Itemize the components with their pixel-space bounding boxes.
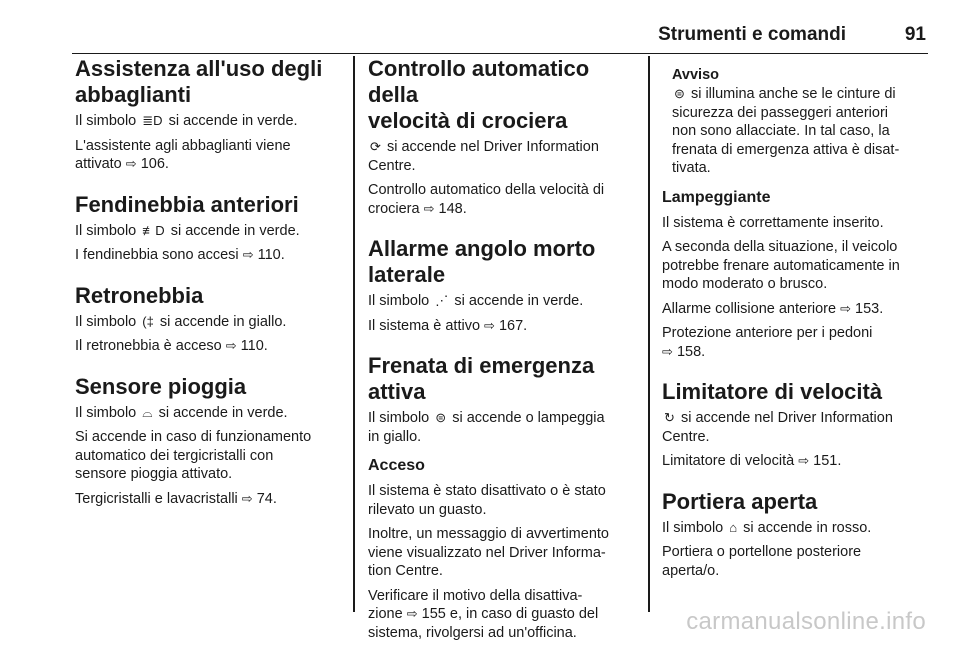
paragraph: I fendinebbia sono accesi ⇨ 110. [75,247,285,263]
paragraph: L'assistente agli abbaglianti viene attivato ⇨ 106. [75,137,291,172]
column-middle [368,56,636,648]
paragraph: Inoltre, un messaggio di avvertimento viene visualizzato nel Driver Informa- tion Centre. [368,526,609,579]
page-header [72,22,928,48]
section-title: Strumenti e comandi [658,24,846,45]
page-ref-arrow-icon: ⇨ [406,606,418,621]
blind-spot-icon: ⋰ [435,293,449,308]
paragraph: Il simbolo ≢D si accende in verde. [75,222,300,239]
page-ref-arrow-icon: ⇨ [840,300,852,316]
paragraph: Il retronebbia è acceso ⇨ 110. [75,338,268,354]
notice-heading: Avviso [672,67,720,83]
heading-high-beam-assist: Assistenza all'uso degli abbaglianti [75,56,323,107]
column-divider [353,56,355,612]
header-rule [72,53,928,55]
high-beam-icon: ≣D [142,113,163,128]
page-number: 91 [904,24,926,45]
paragraph: Il simbolo ≣D si accende in verde. [75,113,298,129]
emergency-braking-icon: ⊜ [674,86,685,101]
door-open-icon: ⌂ [729,519,738,535]
page-ref-arrow-icon: ⇨ [242,247,254,262]
heading-blind-spot: Allarme angolo morto laterale [368,236,596,287]
paragraph: Portiera o portellone posteriore aperta/o. [662,544,862,579]
page-ref-arrow-icon: ⇨ [423,200,435,216]
paragraph: Controllo automatico della velocità di crociera ⇨ 148. [368,182,605,217]
rain-sensor-icon: ⌓ [142,404,153,420]
paragraph: Il sistema è attivo ⇨ 167. [368,317,528,334]
paragraph: Il simbolo ⊜ si accende o lampeggia in giallo. [368,410,605,445]
paragraph: Il simbolo ⌂ si accende in rosso. [662,519,872,536]
heading-rain-sensor: Sensore pioggia [75,373,247,399]
paragraph: Il sistema è stato disattivato o è stato rilevato un guasto. [368,483,606,518]
heading-rear-fog: Retronebbia [75,282,204,308]
column-divider [648,56,650,612]
page-ref-arrow-icon: ⇨ [484,317,495,333]
watermark: carmanualsonline.info [686,608,926,635]
paragraph: Tergicristalli e lavacristalli ⇨ 74. [75,490,277,507]
emergency-braking-icon: ⊜ [435,410,447,425]
paragraph: Verificare il motivo della disattiva- zione ⇨ 155 e, in caso di guasto del sistema, rivolgersi ad un'officina. [368,587,599,641]
cruise-control-icon: ⟳ [370,139,381,154]
paragraph: Il simbolo (‡ si accende in giallo. [75,313,287,330]
notice-text: ⊜ si illumina anche se le cinture di sicurezza dei passeggeri anteriori non sono allacciate. In tal caso, la frenata di emergenza attiva è disat- tivata. [672,86,900,176]
rear-fog-icon: (‡ [142,313,154,329]
paragraph: Limitatore di velocità ⇨ 151. [662,453,842,469]
heading-emergency-braking: Frenata di emergenza attiva [368,353,595,404]
paragraph: Protezione anteriore per i pedoni ⇨ 158. [662,325,873,360]
heading-speed-limiter: Limitatore di velocità [662,379,883,404]
heading-cruise-control: Controllo automatico della velocità di crociera [368,56,590,133]
heading-door-open: Portiera aperta [662,488,818,514]
speed-limiter-icon: ↻ [664,410,675,425]
paragraph: ↻ si accende nel Driver Information Centre. [662,410,893,445]
paragraph: ⟳ si accende nel Driver Information Centre. [368,139,599,174]
front-fog-icon: ≢D [142,222,165,238]
column-left [75,56,343,514]
paragraph: Il simbolo ⋰ si accende in verde. [368,293,584,309]
notice-box [662,66,930,178]
paragraph: Il sistema è correttamente inserito. [662,214,884,231]
paragraph: Il simbolo ⌓ si accende in verde. [75,404,288,421]
subheading-flashing: Lampeggiante [662,188,771,206]
page-ref-arrow-icon: ⇨ [798,453,810,468]
page-ref-arrow-icon: ⇨ [225,338,237,353]
page-ref-arrow-icon: ⇨ [241,490,253,506]
page-ref-arrow-icon: ⇨ [125,156,137,171]
heading-front-fog: Fendinebbia anteriori [75,191,299,217]
paragraph: Si accende in caso di funzionamento automatico dei tergicristalli con sensore pioggia attivato. [75,429,312,482]
subheading-on: Acceso [368,457,425,474]
paragraph: A seconda della situazione, il veicolo potrebbe frenare automaticamente in modo moderato o brusco. [662,239,900,292]
paragraph: Allarme collisione anteriore ⇨ 153. [662,300,884,317]
page-ref-arrow-icon: ⇨ [662,343,673,359]
column-right [662,56,930,586]
